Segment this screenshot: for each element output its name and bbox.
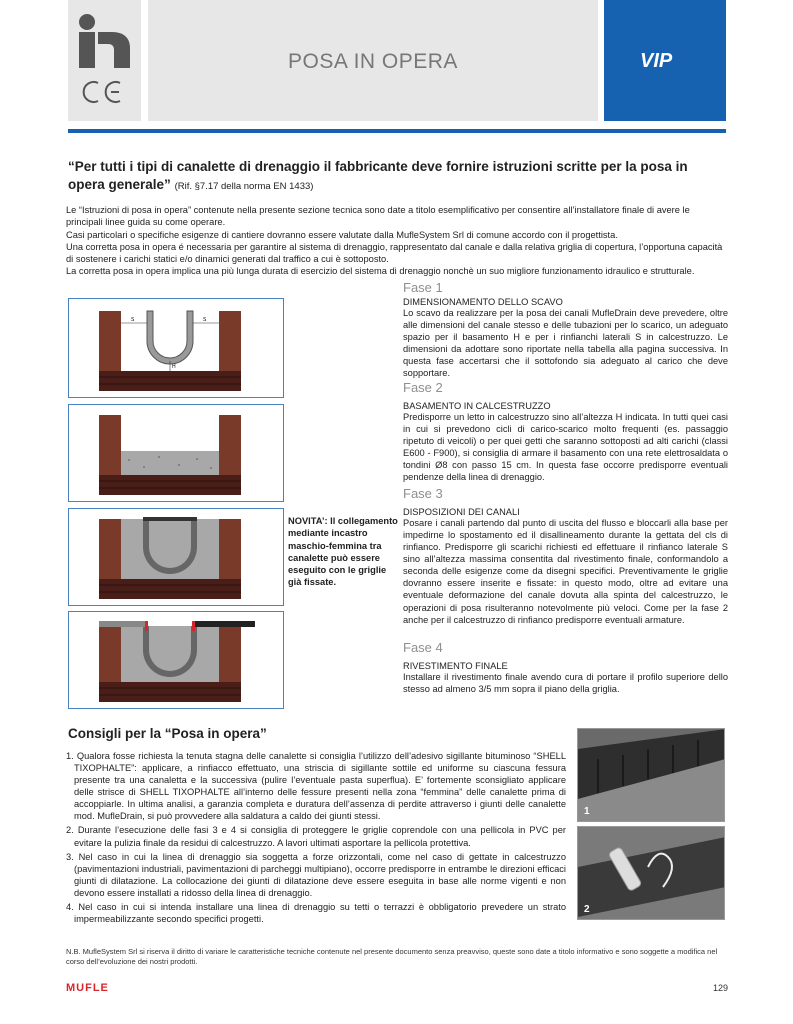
fase-4-title: Fase 4 — [403, 640, 443, 655]
list-item: 2. Durante l’esecuzione delle fasi 3 e 4 si consiglia di proteggere le griglie coprendole con una pellicola in PVC per evitare la pulizia finale da residui di calcestruzzo. A lavori ultimati asportare la pellicola protettiva. — [66, 825, 566, 848]
fase-2-section — [403, 380, 728, 483]
fase-1-body: Lo scavo da realizzare per la posa dei canali MufleDrain deve prevedere, oltre alle dimensioni del canale stesso e delle tubazioni per lo scarico, un adeguato spazio per il basamento H e per i rinfianchi laterali S in calcestruzzo. Le dimensioni da adottare sono riportate nella tabella alla pagina successiva. In questa fase accertarsi che il sottofondo sia adeguato al carico che deve sopportare. — [403, 308, 728, 379]
figure-fase-1 — [68, 298, 284, 398]
headline-reference: (Rif. §7.17 della norma EN 1433) — [174, 181, 314, 193]
fase-1-subtitle: DIMENSIONAMENTO DELLO SCAVO — [403, 297, 563, 307]
fase-3-body: Posare i canali partendo dal punto di uscita del flusso e bloccarli alla base per impedirne lo spostamento ed il disallineamento durante la gettata del cls di rinfianco. Predisporre gli scarichi richiesti ed effettuare il rinfianco laterale S sino all’altezza massima consentita dal rivestimento finale, conformandolo a seconda delle esigenze come da disegni specifici. Preventivamente le griglie dovranno essere inserite e fissate: in questo modo, oltre ad evitare una eventuale deformazione del canale dovuta alla spinta del calcestruzzo, le operazioni di posa risulteranno notevolmente più veloci. Come per la fase 2 anche per il calcestruzzo di rinfianco predisporre eventuali armature. — [403, 518, 728, 625]
fase-1-section — [403, 280, 728, 379]
photo-1-number: 1 — [584, 806, 590, 817]
photo-2 — [577, 826, 725, 920]
intro-text — [66, 204, 728, 278]
s-label-left: S — [131, 317, 135, 323]
fase-4-body: Installare il rivestimento finale avendo cura di portare il profilo superiore dello stesso ad almeno 3/5 mm sopra il piano della griglia. — [403, 672, 728, 695]
list-item: 3. Nel caso in cui la linea di drenaggio sia soggetta a forze orizzontali, come nel caso di gettate in calcestruzzo (pavimentazioni industriali, pavimentazioni di parcheggi multipiano), occorre predisporre in entrambe le direzioni efficaci giunti di dilatazione. La collocazione dei giunti di dilatazione deve essere eseguita in base alle norme vigenti e non devono essere installati a ridosso della linea di drenaggio. — [66, 851, 566, 898]
fase-2-subtitle: BASAMENTO IN CALCESTRUZZO — [403, 401, 551, 411]
list-item: 1. Qualora fosse richiesta la tenuta stagna delle canalette si consiglia l’utilizzo dell’adesivo sigillante bituminoso “SHELL TIXOPHALTE”: applicare, a rinfiacco effettuato, una striscia di sigillante sottile ed uniforme su ciascuna fessura presente tra una canaletta e la successiva (pulire l’eventuale pasta superflua). E’ fortemente sconsigliato applicare delle strisce di SHELL TIXOPHALTE all’interno delle fessure presenti nella zona “femmina” delle canalette prima di accoppiarle. In ultima analisi, a garanzia completa e duratura dell’assenza di perdite attraverso i giunti delle canalette mod. MufleDrain, si può provvedere alla saldatura a caldo dei giunti stessi. — [66, 751, 566, 822]
photo-2-number: 2 — [584, 904, 590, 915]
headline-quote: “Per tutti i tipi di canalette di drenaggio il fabbricante deve fornire istruzioni scritte per la posa in opera generale” — [68, 159, 688, 193]
footnote: N.B. MufleSystem Srl si riserva il diritto di variare le caratteristiche tecniche contenute nel presente documento senza preavviso, queste sono date a titolo informativo e sono soggette a modifica nel corso dell’evoluzione dei nostri prodotti. — [66, 947, 718, 967]
fase-2-title: Fase 2 — [403, 380, 443, 395]
manufacturer-logo-panel — [68, 0, 141, 121]
page-number: 129 — [712, 983, 728, 993]
intro-paragraph: Casi particolari o specifiche esigenze di cantiere dovranno essere valutate dalla MufleSystem Srl di comune accordo con il progettista. — [66, 229, 618, 240]
ce-mark-icon — [68, 0, 141, 121]
vip-brand-panel — [604, 0, 726, 121]
photo-1 — [577, 728, 725, 822]
s-label-right: S — [203, 317, 207, 323]
intro-paragraph: La corretta posa in opera implica una più lunga durata di esercizio del sistema di drenaggio nonchè un suo migliore funzionamento idraulico e strutturale. — [66, 266, 695, 277]
fase-3-section — [403, 486, 728, 626]
intro-paragraph: Le “Istruzioni di posa in opera” contenute nella presente sezione tecnica sono date a titolo esemplificativo per consentire all’installatore finale di avere le principali linee guida su come operare. — [66, 205, 690, 228]
fase-1-title: Fase 1 — [403, 280, 443, 295]
consigli-title: Consigli per la “Posa in opera” — [68, 726, 267, 741]
footer-brand-logo: MUFLE — [66, 982, 109, 994]
vip-badge: VIP — [640, 50, 673, 72]
fase-3-title: Fase 3 — [403, 486, 443, 501]
figure-fase-4 — [68, 611, 284, 709]
fase-4-section — [403, 640, 728, 695]
h-label: H — [172, 364, 176, 370]
intro-paragraph: Una corretta posa in opera é necessaria per garantire al sistema di drenaggio, rappresentato dal canale e dalla relativa griglia di copertura, l’opportuna capacità di sostenere i carichi statici e/o dinamici generati dal traffico a cui è sottoposto. — [66, 241, 723, 265]
figure-fase-3 — [68, 508, 284, 606]
page-title: POSA IN OPERA — [288, 50, 458, 73]
consigli-list — [66, 750, 566, 927]
fase-4-subtitle: RIVESTIMENTO FINALE — [403, 661, 508, 671]
novita-note: NOVITA’: Il collegamento mediante incastro maschio-femmina tra canalette può essere eseguito con le griglie già fissate. — [288, 516, 398, 588]
figure-fase-2 — [68, 404, 284, 502]
list-item: 4. Nel caso in cui si intenda installare una linea di drenaggio su tetti o terrazzi è obbligatorio prevedere un strato impermeabilizzante secondo specifici progetti. — [66, 901, 566, 925]
header-rule — [68, 129, 726, 133]
fase-3-subtitle: DISPOSIZIONI DEI CANALI — [403, 507, 520, 517]
headline — [68, 158, 728, 194]
fase-2-body: Predisporre un letto in calcestruzzo sino all’altezza H indicata. In tutti quei casi in cui si prevedono cicli di carico-scarico molto frequenti (es. passaggio ripetuto di veicoli) o per quei getti che saranno sottoposti ad alti carichi (classi E600 - F900), si consiglia di armare il basamento con una rete elettrosaldata o tondini Ø8 con passo 15 cm. In questa fase occorre predisporre eventuali pendenze della linea di drenaggio. — [403, 412, 728, 483]
